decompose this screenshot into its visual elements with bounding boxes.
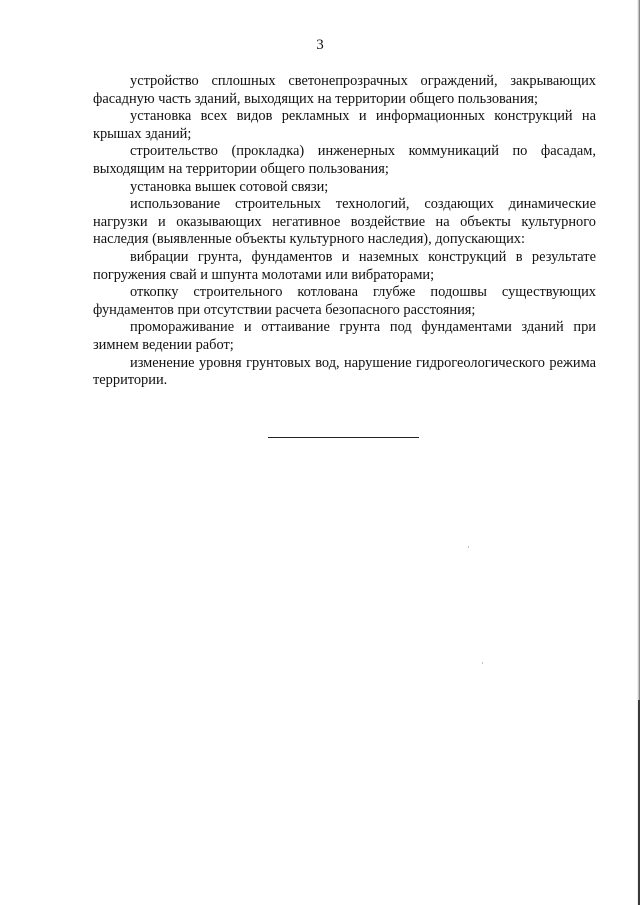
page-number: 3	[316, 37, 324, 53]
paragraph-excavation-depth: откопку строительного котлована глубже подошвы существующих фундаментов при отсутствии расчета безопасного расстояния;	[93, 284, 596, 318]
scan-speck	[482, 662, 483, 664]
paragraph-construction-technologies: использование строительных технологий, создающих динамические нагрузки и оказывающих негативное воздействие на объекты культурного наследия (выявленные объекты культурного наследия), допускающих:	[93, 196, 596, 248]
closing-rule-divider	[268, 437, 419, 438]
paragraph-groundwater-level: изменение уровня грунтовых вод, нарушение гидрогеологического режима территории.	[93, 354, 596, 389]
paragraph-rooftop-advertising: установка всех видов рекламных и информационных конструкций на крышах зданий;	[93, 108, 596, 142]
paragraph-cell-towers: установка вышек сотовой связи;	[130, 178, 329, 195]
paragraph-facade-utilities: строительство (прокладка) инженерных коммуникаций по фасадам, выходящим на территории общего пользования;	[93, 143, 596, 177]
paragraph-ground-freezing: промораживание и оттаивание грунта под фундаментами зданий при зимнем ведении работ;	[93, 319, 596, 353]
scan-speck	[468, 546, 469, 548]
document-body	[93, 73, 596, 390]
paragraph-ground-vibration: вибрации грунта, фундаментов и наземных конструкций в результате погружения свай и шпунта молотами или вибраторами;	[93, 248, 596, 283]
paragraph-opaque-fences: устройство сплошных светонепрозрачных ограждений, закрывающих фасадную часть зданий, выходящих на территории общего пользования;	[93, 73, 596, 107]
